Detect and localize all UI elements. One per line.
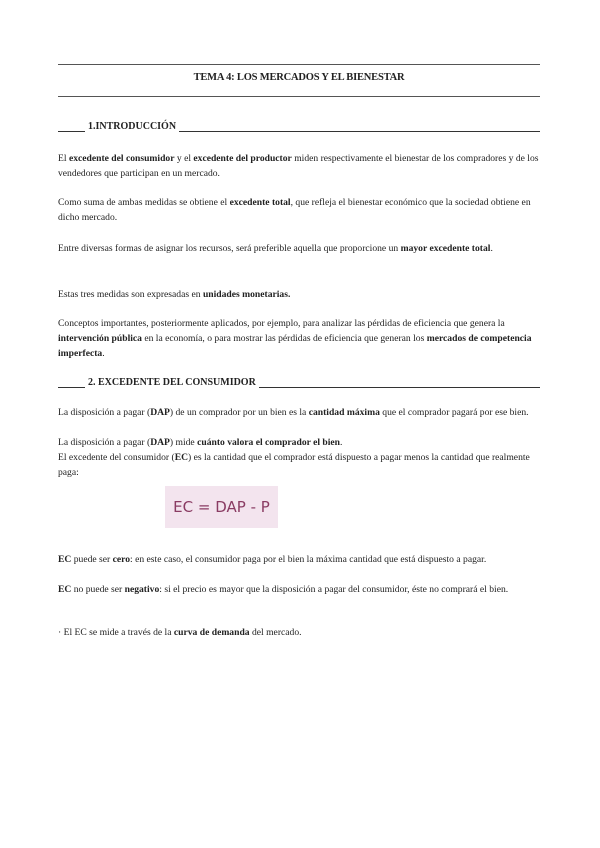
intro-paragraph-1: El excedente del consumidor y el excedente del productor miden respectivamente el bienestar de los compradores y de los vendedores que participan en un mercado.: [58, 153, 539, 179]
consumer-paragraph-4: EC puede ser cero: en este caso, el consumidor paga por el bien la máxima cantidad que está dispuesto a pagar.: [58, 554, 487, 565]
section-heading-excedente-consumidor: 2. EXCEDENTE DEL CONSUMIDOR: [58, 374, 540, 388]
intro-paragraph-5: Conceptos importantes, posteriormente aplicados, por ejemplo, para analizar las pérdidas de eficiencia que genera la intervención pública en la economía, o para mostrar las pérdidas de eficiencia que generan los mercados de competencia imperfecta.: [58, 318, 532, 359]
title-rule: [58, 96, 540, 97]
consumer-paragraph-3: El excedente del consumidor (EC) es la cantidad que el comprador está dispuesto a pagar menos la cantidad que realmente paga:: [58, 452, 530, 478]
consumer-paragraph-2: La disposición a pagar (DAP) mide cuánto valora el comprador el bien.: [58, 437, 343, 448]
formula-image: EC = DAP - P: [165, 486, 278, 528]
top-rule: [58, 64, 540, 65]
intro-paragraph-3: Entre diversas formas de asignar los recursos, será preferible aquella que proporcione un mayor excedente total.: [58, 243, 493, 254]
section-heading-introduccion: 1.INTRODUCCIÓN: [58, 118, 540, 132]
document-title: TEMA 4: LOS MERCADOS Y EL BIENESTAR: [193, 72, 405, 83]
intro-paragraph-2: Como suma de ambas medidas se obtiene el excedente total, que refleja el bienestar económico que la sociedad obtiene en dicho mercado.: [58, 197, 531, 223]
consumer-paragraph-1: La disposición a pagar (DAP) de un comprador por un bien es la cantidad máxima que el comprador pagará por ese bien.: [58, 407, 529, 418]
consumer-paragraph-6: · El EC se mide a través de la curva de demanda del mercado.: [58, 627, 302, 638]
intro-paragraph-4: Estas tres medidas son expresadas en unidades monetarias.: [58, 289, 291, 300]
consumer-paragraph-5: EC no puede ser negativo: si el precio es mayor que la disposición a pagar del consumidor, éste no comprará el bien.: [58, 584, 509, 595]
